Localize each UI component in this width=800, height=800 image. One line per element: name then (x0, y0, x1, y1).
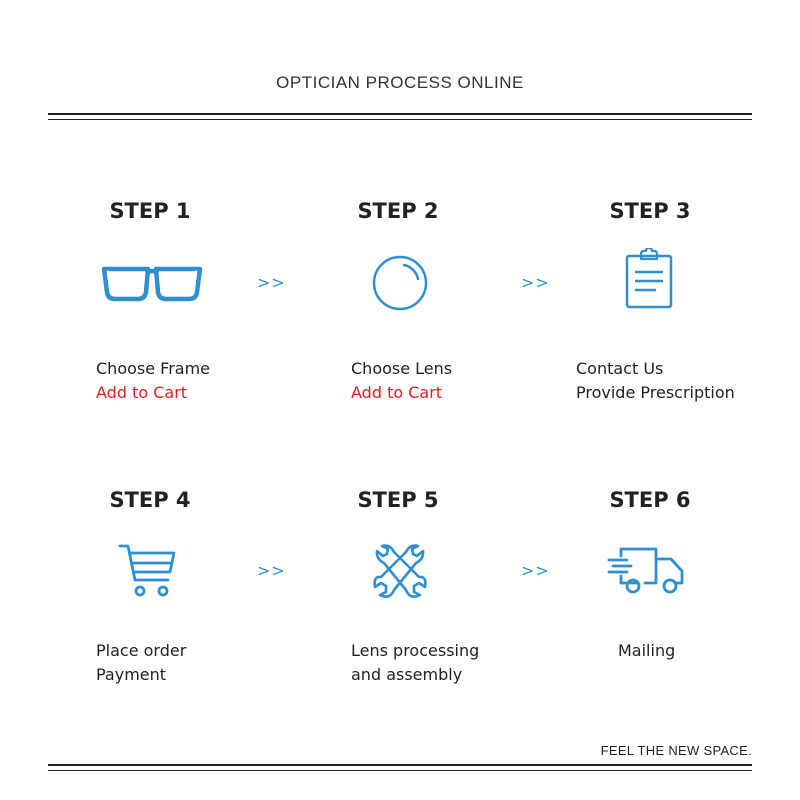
step-4-line1: Place order (96, 641, 187, 660)
step-5-title: STEP 5 (357, 488, 439, 512)
glasses-icon (100, 262, 204, 302)
step-4-line2: Payment (96, 665, 167, 684)
step-3-line1: Contact Us (576, 359, 664, 378)
clipboard-icon (624, 248, 674, 310)
step-4-title: STEP 4 (109, 488, 191, 512)
step-1-description (96, 357, 210, 405)
step-6-description (618, 639, 675, 663)
step-3-line2: Provide Prescription (576, 383, 735, 402)
arrow-4-5: >> (257, 561, 286, 580)
truck-icon (607, 545, 687, 597)
step-2-description (351, 357, 452, 405)
wrench-icon (372, 543, 428, 599)
top-divider-thick (48, 113, 752, 115)
step-3-title: STEP 3 (609, 199, 691, 223)
arrow-5-6: >> (521, 561, 550, 580)
step-3-description (576, 357, 735, 405)
step-5-line1: Lens processing (351, 641, 480, 660)
step-1-line1: Choose Frame (96, 359, 211, 378)
footer-tagline: FEEL THE NEW SPACE. (600, 743, 752, 758)
step-6-title: STEP 6 (609, 488, 691, 512)
bottom-divider-thick (48, 764, 752, 766)
lens-icon (371, 254, 429, 312)
step-2-line1: Choose Lens (351, 359, 453, 378)
step-5-description (351, 639, 479, 687)
top-divider-thin (48, 119, 752, 120)
cart-icon (118, 543, 178, 599)
bottom-divider-thin (48, 770, 752, 771)
step-5-line2: and assembly (351, 665, 463, 684)
step-2-title: STEP 2 (357, 199, 439, 223)
step-2-add-to-cart[interactable]: Add to Cart (351, 383, 443, 402)
step-1-title: STEP 1 (109, 199, 191, 223)
step-4-description (96, 639, 186, 687)
arrow-1-2: >> (257, 273, 286, 292)
step-1-add-to-cart[interactable]: Add to Cart (96, 383, 188, 402)
step-6-line1: Mailing (618, 641, 676, 660)
arrow-2-3: >> (521, 273, 550, 292)
page-title: OPTICIAN PROCESS ONLINE (276, 73, 524, 92)
